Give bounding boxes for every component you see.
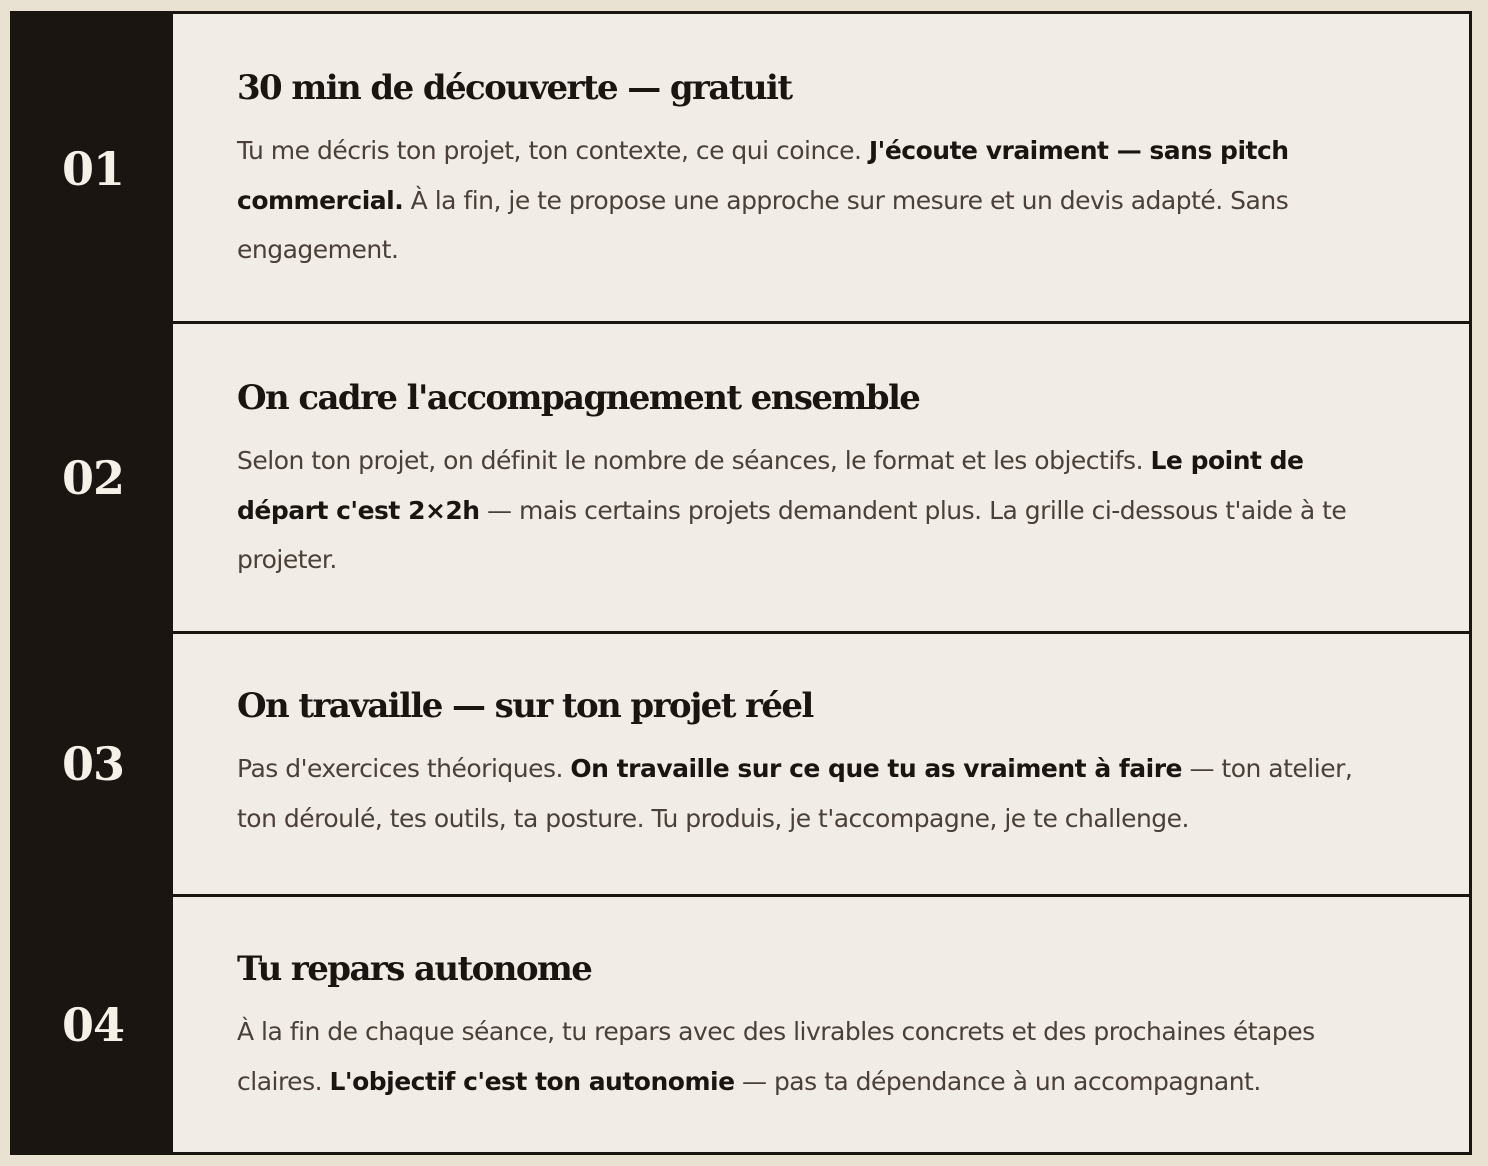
step-text: Pas d'exercices théoriques. [237,754,571,783]
step-number: 03 [61,737,124,791]
step-text: — ton atelier, ton déroulé, tes outils, ta posture. Tu produis, je t'accompagne, je te challenge. [237,754,1353,833]
step-number: 01 [61,142,124,196]
step-highlight: On travaille sur ce que tu as vraiment à faire [570,754,1183,783]
step-text: À la fin de chaque séance, tu repars avec des livrables concrets et des prochaines étapes claires. [237,1017,1315,1096]
step-number: 02 [61,450,124,505]
step-title: 30 min de découverte — gratuit [237,68,792,108]
step-text: — pas ta dépendance à un accompagnant. [734,1066,1261,1096]
step-description [237,744,1399,843]
step-text: Tu me décris ton projet, ton contexte, ce qui coince. [237,136,869,165]
step-highlight: Le point de départ c'est 2×2h [237,446,1304,525]
step-number: 04 [61,997,124,1052]
step-description [237,1007,1399,1106]
step-title: On travaille — sur ton projet réel [237,686,813,726]
step-text: À la fin, je te propose une approche sur mesure et un devis adapté. Sans engagement. [237,185,1289,264]
step-item [13,894,1469,1152]
steps-list [10,11,1472,1155]
step-number-column [13,14,173,324]
step-text: Selon ton projet, on définit le nombre de séances, le format et les objectifs. [237,446,1151,475]
step-title: On cadre l'accompagnement ensemble [237,378,920,418]
step-highlight: L'objectif c'est ton autonomie [329,1066,735,1096]
step-item [13,631,1469,894]
step-content [173,897,1469,1152]
step-item [13,321,1469,631]
step-number-column [13,634,173,894]
step-number-column [13,324,173,631]
step-content [173,634,1469,894]
step-description [237,436,1399,585]
step-content [173,324,1469,631]
step-title: Tu repars autonome [237,949,592,989]
step-description [237,126,1399,275]
step-content [173,14,1469,324]
step-highlight: J'écoute vraiment — sans pitch commercial. [237,136,1289,215]
step-number-column [13,897,173,1152]
step-text: — mais certains projets demandent plus. La grille ci-dessous t'aide à te projeter. [237,495,1347,574]
step-item [13,14,1469,324]
